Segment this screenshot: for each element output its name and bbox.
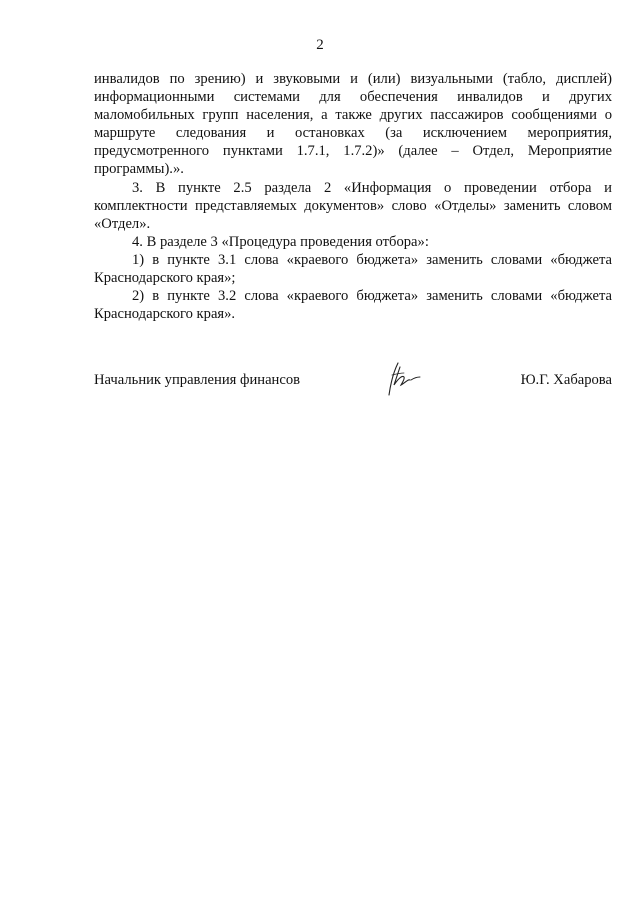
paragraph-subitem-1: 1) в пункте 3.1 слова «краевого бюджета» заменить словами «бюджета Краснодарского края»; [94,251,612,287]
signatory-name: Ю.Г. Хабарова [520,372,612,388]
paragraph-subitem-2: 2) в пункте 3.2 слова «краевого бюджета» заменить словами «бюджета Краснодарского края». [94,288,612,323]
handwritten-signature [380,359,430,399]
signatory-position: Начальник управления финансов [94,372,301,388]
signature-block [94,359,612,399]
paragraph-continuation: инвалидов по зрению) и звуковыми и (или) визуальными (табло, дисплей) информационными системами для обеспечения инвалидов и других маломобильных групп населения, а также других пассажиров сообщениями о маршруте следования и остановках (за исключением мероприятия, предусмотренного пунктами 1.7.1, 1.7.2)» (далее – Отдел, Мероприятие программы).». [94,71,612,178]
document-body [94,70,612,323]
paragraph-item-4: 4. В разделе 3 «Процедура проведения отбора»: [132,233,429,250]
page-number: 2 [316,37,324,53]
paragraph-item-3: 3. В пункте 2.5 раздела 2 «Информация о проведении отбора и комплектности представляемых документов» слово «Отделы» заменить словом «Отдел». [94,179,612,232]
